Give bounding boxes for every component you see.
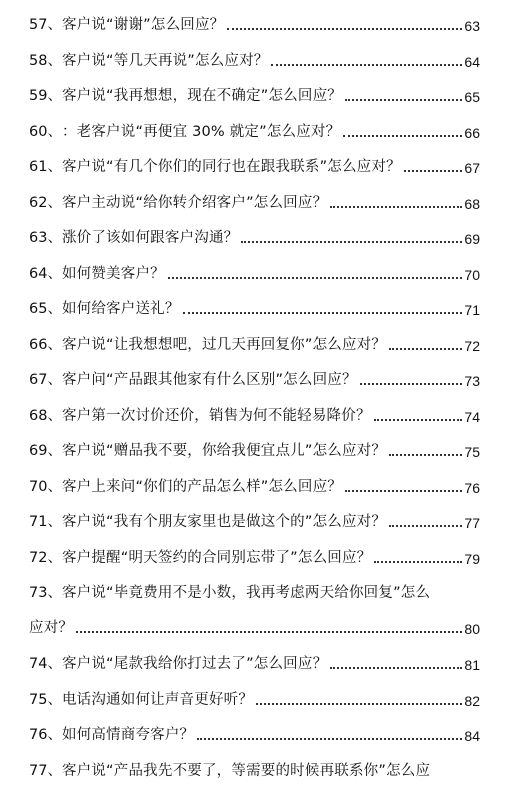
toc-entry[interactable] [0,79,510,115]
entry-title: 客户说“谢谢”怎么回应？ [61,17,225,33]
dot-leader [343,121,462,137]
toc-entry[interactable] [0,186,510,222]
entry-number: 66、 [29,336,62,353]
dot-leader [76,617,462,633]
entry-page: 65 [464,89,480,105]
dot-leader [183,298,463,314]
entry-page: 63 [464,18,480,34]
entry-number: 76、 [29,727,62,743]
entry-page: 84 [464,728,480,744]
entry-title: 客户说“有几个你们的同行也在跟我联系”怎么应对？ [61,159,401,175]
entry-page: 75 [464,444,480,460]
entry-number: 58、 [29,52,62,69]
entry-page: 77 [464,515,480,531]
toc-entry[interactable] [0,718,510,754]
entry-page: 68 [464,195,480,212]
entry-number: 69、 [29,443,62,459]
entry-page: 74 [464,408,480,425]
toc-entry[interactable] [0,470,510,506]
entry-title: 客户第一次讨价还价，销售为何不能轻易降价？ [61,407,371,424]
entry-number: 57、 [29,17,62,33]
toc-entry[interactable] [0,647,510,683]
entry-number: 72、 [29,549,62,566]
toc-entry[interactable] [0,399,510,435]
entry-number: 63、 [29,230,62,246]
entry-page: 70 [464,266,480,283]
dot-leader [389,334,462,350]
entry-title: 如何赞美客户？ [61,265,165,282]
entry-page: 82 [464,692,480,709]
entry-page: 64 [464,53,480,70]
table-of-contents [0,8,510,789]
dot-leader [168,263,463,279]
entry-page: 81 [464,657,480,673]
entry-number: 62、 [29,194,62,211]
toc-entry[interactable] [0,150,510,186]
entry-title: 客户说“赠品我不要，你给我便宜点儿”怎么应对？ [61,443,387,459]
entry-page: 80 [464,621,480,637]
entry-title: 客户说“产品我先不要了，等需要的时候再联系你”怎么应 [61,762,431,779]
toc-entry[interactable] [0,8,510,44]
entry-title: 涨价了该如何跟客户沟通？ [61,230,239,246]
toc-entry[interactable] [0,541,510,577]
dot-leader [389,511,462,527]
entry-title: 电话沟通如何让声音更好听？ [61,691,254,708]
dot-leader [330,653,462,669]
entry-title: 如何高情商夸客户？ [61,727,195,743]
entry-number: 73、 [29,585,62,601]
dot-leader [256,689,462,705]
entry-page: 73 [464,373,480,389]
entry-title: 客户说“让我想想吧，过几天再回复你”怎么应对？ [61,336,387,353]
toc-entry-wrapped[interactable] [0,576,510,647]
toc-entry[interactable] [0,44,510,80]
dot-leader [374,547,462,563]
entry-number: 70、 [29,478,62,495]
toc-entry[interactable] [0,754,510,790]
toc-entry[interactable] [0,683,510,719]
toc-entry[interactable] [0,328,510,364]
entry-number: 59、 [29,88,62,104]
toc-entry[interactable] [0,115,510,151]
entry-number: 75、 [29,691,62,708]
entry-title-line-2: 应对？ [29,620,74,636]
entry-number: 74、 [29,656,62,672]
toc-entry[interactable] [0,292,510,328]
entry-page: 72 [464,337,480,354]
toc-entry[interactable] [0,221,510,257]
entry-number: 71、 [29,514,62,530]
entry-page: 76 [464,479,480,496]
toc-entry[interactable] [0,363,510,399]
entry-title: 客户说“我再想想，现在不确定”怎么回应？ [61,88,342,104]
entry-title: 客户说“尾款我给你打过去了”怎么回应？ [61,656,328,672]
dot-leader [389,440,462,456]
entry-title: ：老客户说“再便宜 30% 就定”怎么应对？ [61,123,341,140]
entry-title: 客户问“产品跟其他家有什么区别”怎么回应？ [61,372,357,388]
entry-page: 69 [464,231,480,247]
toc-entry[interactable] [0,434,510,470]
entry-number: 60、 [29,123,62,140]
entry-number: 68、 [29,407,62,424]
entry-title: 客户说“等几天再说”怎么应对？ [61,52,269,69]
entry-number: 67、 [29,372,62,388]
dot-leader [241,227,462,243]
entry-title: 客户主动说“给你转介绍客户”怎么回应？ [61,194,328,211]
dot-leader [345,85,462,101]
dot-leader [330,192,462,208]
entry-page: 67 [464,160,480,176]
dot-leader [227,14,462,30]
toc-entry[interactable] [0,257,510,293]
entry-title: 如何给客户送礼？ [61,301,180,317]
entry-number: 64、 [29,265,62,282]
entry-title: 客户提醒“明天签约的合同别忘带了”怎么回应？ [61,549,372,566]
dot-leader [271,50,462,66]
entry-number: 77、 [29,762,62,779]
dot-leader [404,156,463,172]
entry-number: 61、 [29,159,62,175]
dot-leader [360,369,463,385]
entry-number: 65、 [29,301,62,317]
dot-leader [345,476,462,492]
entry-page: 79 [464,550,480,567]
dot-leader [374,405,463,421]
dot-leader [197,724,462,740]
entry-title: 客户说“我有个朋友家里也是做这个的”怎么应对？ [61,514,387,530]
entry-page: 71 [464,302,480,318]
entry-page: 66 [464,124,480,141]
entry-title: 客户上来问“你们的产品怎么样”怎么回应？ [61,478,342,495]
toc-entry[interactable] [0,505,510,541]
entry-title-line-1: 客户说“毕竟费用不是小数，我再考虑两天给你回复”怎么 [61,585,431,601]
